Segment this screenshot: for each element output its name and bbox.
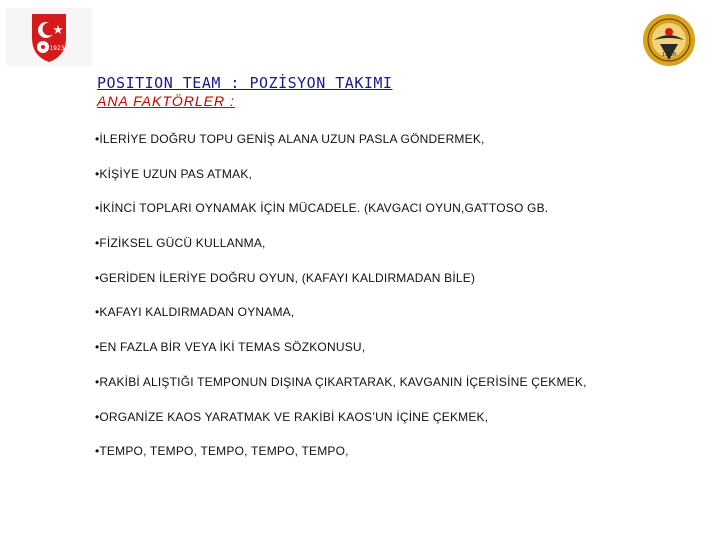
- bullet-item: •İKİNCİ TOPLARI OYNAMAK İÇİN MÜCADELE. (KAVGACI OYUN,GATTOSO GB.: [95, 201, 549, 216]
- tff-logo: [6, 8, 92, 66]
- page-title: POSITION TEAM : POZİSYON TAKIMI: [97, 74, 393, 92]
- bullet-item: •EN FAZLA BİR VEYA İKİ TEMAS SÖZKONUSU,: [95, 340, 366, 355]
- bullet-item: •İLERİYE DOĞRU TOPU GENİŞ ALANA UZUN PASLA GÖNDERMEK,: [95, 132, 485, 146]
- bullet-item: •KAFAYI KALDIRMADAN OYNAMA,: [95, 305, 295, 320]
- club-emblem-logo: [640, 10, 698, 76]
- tff-logo-year: 1923: [49, 45, 65, 52]
- bullet-item: •FİZİKSEL GÜCÜ KULLANMA,: [95, 236, 266, 251]
- club-emblem-year: 19 58: [661, 52, 677, 58]
- bullet-item: •TEMPO, TEMPO, TEMPO, TEMPO, TEMPO,: [95, 444, 349, 459]
- bullet-list: [95, 131, 587, 478]
- bullet-item: •RAKİBİ ALIŞTIĞI TEMPONUN DIŞINA ÇIKARTARAK, KAVGANIN İÇERİSİNE ÇEKMEK,: [95, 374, 587, 389]
- page-subtitle: ANA FAKTÖRLER :: [97, 93, 235, 109]
- bullet-item: •KİŞİYE UZUN PAS ATMAK,: [95, 166, 253, 181]
- bullet-item: •GERİDEN İLERİYE DOĞRU OYUN, (KAFAYI KALDIRMADAN BİLE): [95, 270, 476, 285]
- bullet-item: •ORGANİZE KAOS YARATMAK VE RAKİBİ KAOS’UN İÇİNE ÇEKMEK,: [95, 409, 489, 424]
